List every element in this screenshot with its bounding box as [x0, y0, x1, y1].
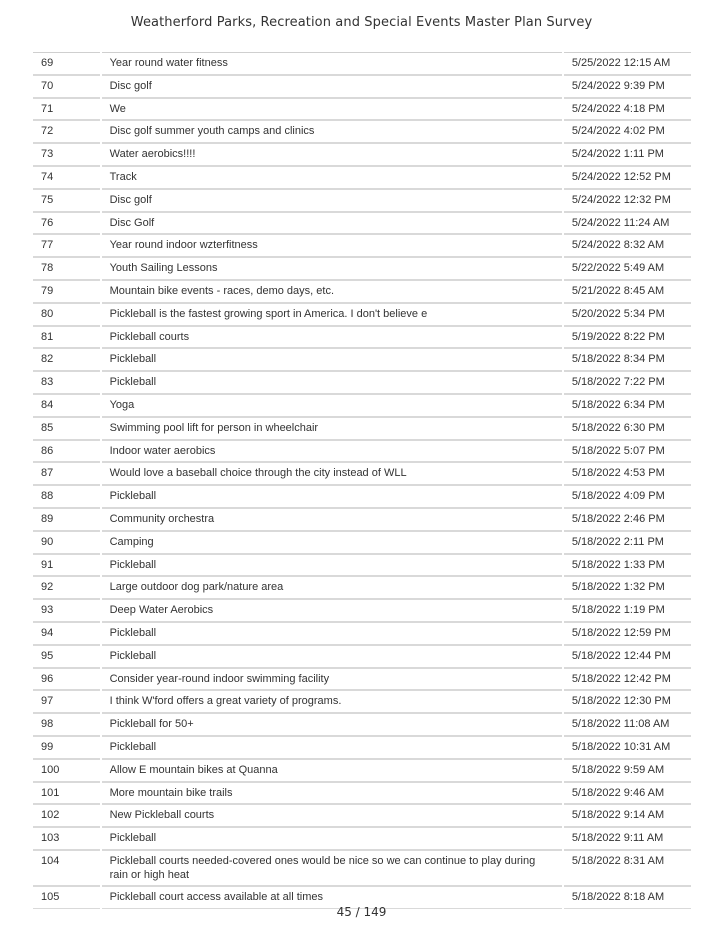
response-text: I think W'ford offers a great variety of programs.: [102, 690, 562, 713]
response-number: 77: [33, 234, 100, 257]
table-row: [33, 212, 691, 235]
response-date: 5/18/2022 12:44 PM: [564, 645, 691, 668]
response-text: Pickleball courts: [102, 326, 562, 349]
response-date: 5/24/2022 8:32 AM: [564, 234, 691, 257]
response-date: 5/18/2022 7:22 PM: [564, 371, 691, 394]
response-number: 82: [33, 348, 100, 371]
table-row: [33, 303, 691, 326]
response-date: 5/18/2022 8:34 PM: [564, 348, 691, 371]
response-text: Youth Sailing Lessons: [102, 257, 562, 280]
response-number: 103: [33, 827, 100, 850]
response-number: 72: [33, 120, 100, 143]
table-row: [33, 326, 691, 349]
table-row: [33, 485, 691, 508]
response-text: Allow E mountain bikes at Quanna: [102, 759, 562, 782]
response-number: 86: [33, 440, 100, 463]
response-date: 5/24/2022 4:18 PM: [564, 98, 691, 121]
table-row: [33, 417, 691, 440]
response-text: Pickleball: [102, 622, 562, 645]
table-row: [33, 668, 691, 691]
response-text: We: [102, 98, 562, 121]
response-text: Pickleball: [102, 554, 562, 577]
response-date: 5/18/2022 12:42 PM: [564, 668, 691, 691]
response-text: Consider year-round indoor swimming facility: [102, 668, 562, 691]
response-text: Pickleball: [102, 371, 562, 394]
response-text: Pickleball: [102, 827, 562, 850]
response-date: 5/18/2022 2:11 PM: [564, 531, 691, 554]
table-row: [33, 52, 691, 75]
response-number: 94: [33, 622, 100, 645]
table-row: [33, 850, 691, 886]
response-number: 84: [33, 394, 100, 417]
table-row: [33, 348, 691, 371]
response-text: Indoor water aerobics: [102, 440, 562, 463]
response-text: Pickleball: [102, 736, 562, 759]
response-date: 5/24/2022 1:11 PM: [564, 143, 691, 166]
response-text: Deep Water Aerobics: [102, 599, 562, 622]
response-number: 81: [33, 326, 100, 349]
response-date: 5/18/2022 4:09 PM: [564, 485, 691, 508]
table-row: [33, 98, 691, 121]
response-text: Year round indoor wzterfitness: [102, 234, 562, 257]
response-number: 79: [33, 280, 100, 303]
response-date: 5/24/2022 12:52 PM: [564, 166, 691, 189]
response-number: 87: [33, 462, 100, 485]
response-date: 5/18/2022 9:46 AM: [564, 782, 691, 805]
response-number: 97: [33, 690, 100, 713]
response-date: 5/18/2022 1:19 PM: [564, 599, 691, 622]
response-date: 5/20/2022 5:34 PM: [564, 303, 691, 326]
response-number: 99: [33, 736, 100, 759]
response-number: 105: [33, 886, 100, 909]
response-date: 5/18/2022 12:30 PM: [564, 690, 691, 713]
response-number: 69: [33, 52, 100, 75]
response-date: 5/18/2022 6:30 PM: [564, 417, 691, 440]
table-row: [33, 189, 691, 212]
response-number: 83: [33, 371, 100, 394]
response-date: 5/18/2022 6:34 PM: [564, 394, 691, 417]
response-text: Would love a baseball choice through the city instead of WLL: [102, 462, 562, 485]
response-date: 5/18/2022 8:18 AM: [564, 886, 691, 909]
table-row: [33, 690, 691, 713]
response-date: 5/18/2022 11:08 AM: [564, 713, 691, 736]
response-date: 5/18/2022 2:46 PM: [564, 508, 691, 531]
response-text: Large outdoor dog park/nature area: [102, 576, 562, 599]
response-text: Pickleball: [102, 348, 562, 371]
response-date: 5/22/2022 5:49 AM: [564, 257, 691, 280]
response-number: 101: [33, 782, 100, 805]
table-row: [33, 713, 691, 736]
table-row: [33, 531, 691, 554]
response-number: 90: [33, 531, 100, 554]
response-number: 85: [33, 417, 100, 440]
response-text: Disc Golf: [102, 212, 562, 235]
response-text: Swimming pool lift for person in wheelchair: [102, 417, 562, 440]
table-row: [33, 234, 691, 257]
response-text: Mountain bike events - races, demo days, etc.: [102, 280, 562, 303]
response-date: 5/19/2022 8:22 PM: [564, 326, 691, 349]
response-number: 95: [33, 645, 100, 668]
response-number: 80: [33, 303, 100, 326]
response-number: 76: [33, 212, 100, 235]
table-row: [33, 166, 691, 189]
response-number: 78: [33, 257, 100, 280]
response-number: 92: [33, 576, 100, 599]
table-row: [33, 804, 691, 827]
response-date: 5/18/2022 4:53 PM: [564, 462, 691, 485]
response-number: 100: [33, 759, 100, 782]
table-row: [33, 440, 691, 463]
response-number: 70: [33, 75, 100, 98]
table-row: [33, 462, 691, 485]
response-date: 5/18/2022 8:31 AM: [564, 850, 691, 886]
responses-table-body: [33, 52, 691, 909]
table-row: [33, 75, 691, 98]
table-row: [33, 280, 691, 303]
response-date: 5/18/2022 9:11 AM: [564, 827, 691, 850]
response-date: 5/18/2022 1:32 PM: [564, 576, 691, 599]
response-number: 98: [33, 713, 100, 736]
table-row: [33, 782, 691, 805]
response-text: Community orchestra: [102, 508, 562, 531]
page-number: 45 / 149: [336, 905, 387, 919]
response-text: Pickleball court access available at all times: [102, 886, 562, 909]
response-date: 5/24/2022 12:32 PM: [564, 189, 691, 212]
response-text: Year round water fitness: [102, 52, 562, 75]
table-row: [33, 599, 691, 622]
response-number: 91: [33, 554, 100, 577]
response-date: 5/18/2022 1:33 PM: [564, 554, 691, 577]
table-row: [33, 622, 691, 645]
table-row: [33, 508, 691, 531]
response-text: Pickleball is the fastest growing sport in America. I don't believe e: [102, 303, 562, 326]
response-text: Yoga: [102, 394, 562, 417]
response-number: 75: [33, 189, 100, 212]
table-row: [33, 736, 691, 759]
response-date: 5/25/2022 12:15 AM: [564, 52, 691, 75]
response-number: 89: [33, 508, 100, 531]
response-date: 5/18/2022 9:59 AM: [564, 759, 691, 782]
response-number: 102: [33, 804, 100, 827]
response-number: 74: [33, 166, 100, 189]
page-title: Weatherford Parks, Recreation and Special Events Master Plan Survey: [130, 15, 593, 30]
response-number: 93: [33, 599, 100, 622]
response-text: Disc golf: [102, 189, 562, 212]
response-text: Track: [102, 166, 562, 189]
response-text: Pickleball courts needed-covered ones would be nice so we can continue to play during rain or high heat: [102, 850, 562, 886]
response-text: Disc golf summer youth camps and clinics: [102, 120, 562, 143]
table-row: [33, 576, 691, 599]
responses-table: [33, 52, 691, 909]
response-number: 96: [33, 668, 100, 691]
table-row: [33, 120, 691, 143]
table-row: [33, 645, 691, 668]
response-date: 5/24/2022 4:02 PM: [564, 120, 691, 143]
response-date: 5/18/2022 10:31 AM: [564, 736, 691, 759]
response-date: 5/18/2022 12:59 PM: [564, 622, 691, 645]
table-row: [33, 257, 691, 280]
response-number: 88: [33, 485, 100, 508]
response-number: 71: [33, 98, 100, 121]
table-row: [33, 143, 691, 166]
response-text: Pickleball: [102, 485, 562, 508]
table-row: [33, 759, 691, 782]
table-row: [33, 394, 691, 417]
response-date: 5/18/2022 9:14 AM: [564, 804, 691, 827]
response-number: 104: [33, 850, 100, 886]
response-text: Camping: [102, 531, 562, 554]
response-date: 5/21/2022 8:45 AM: [564, 280, 691, 303]
response-date: 5/18/2022 5:07 PM: [564, 440, 691, 463]
response-text: Pickleball for 50+: [102, 713, 562, 736]
response-date: 5/24/2022 11:24 AM: [564, 212, 691, 235]
table-row: [33, 371, 691, 394]
response-text: Pickleball: [102, 645, 562, 668]
response-text: Disc golf: [102, 75, 562, 98]
response-text: More mountain bike trails: [102, 782, 562, 805]
response-text: New Pickleball courts: [102, 804, 562, 827]
response-date: 5/24/2022 9:39 PM: [564, 75, 691, 98]
response-number: 73: [33, 143, 100, 166]
table-row: [33, 554, 691, 577]
table-row: [33, 827, 691, 850]
response-text: Water aerobics!!!!: [102, 143, 562, 166]
